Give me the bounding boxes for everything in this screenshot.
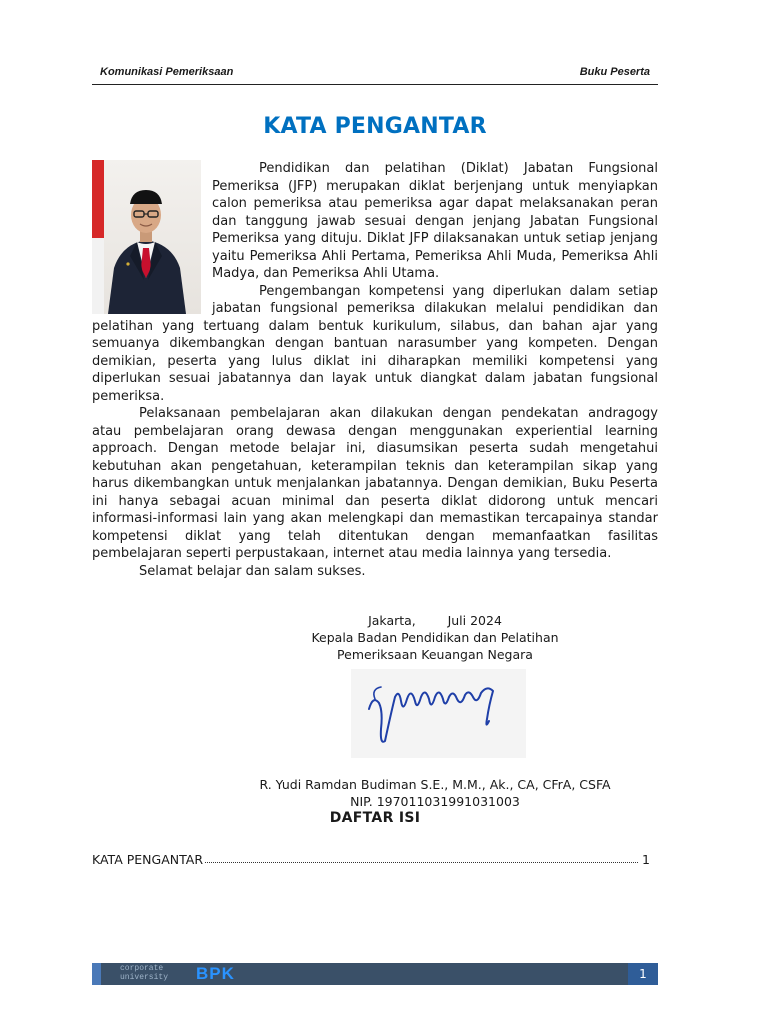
- signer-position-line-2: Pemeriksaan Keuangan Negara: [337, 647, 533, 662]
- paragraph-1: Pendidikan dan pelatihan (Diklat) Jabatan Fungsional Pemeriksa (JFP) merupakan diklat berjenjang untuk menyiapkan calon pemeriksa atau pemeriksa agar dapat melaksanakan peran dan tanggung jawab sesuai dengan jenjang Jabatan Fungsional Pemeriksa yang dituju. Diklat JFP dilaksanakan untuk setiap jenjang yaitu Pemeriksa Ahli Pertama, Pemeriksa Ahli Muda, Pemeriksa Ahli Madya, dan Pemeriksa Ahli Utama.: [212, 161, 658, 281]
- signer-position-line-1: Kepala Badan Pendidikan dan Pelatihan: [311, 630, 559, 645]
- signer-details: [230, 776, 640, 810]
- running-header: [92, 64, 658, 85]
- brand-line-corporate: corporate: [120, 964, 164, 973]
- signature-city: Jakarta,: [368, 613, 416, 628]
- photo-wrap-space: [92, 160, 212, 304]
- page-number: 1: [628, 963, 658, 985]
- header-document-title: Komunikasi Pemeriksaan: [100, 66, 234, 78]
- brand-line-university: university: [120, 973, 169, 982]
- signer-nip: NIP. 197011031991031003: [350, 794, 520, 809]
- paragraph-3: Pelaksanaan pembelajaran akan dilakukan dengan pendekatan andragogy atau pembelajaran orang dewasa dengan menggunakan experiential learning approach. Dengan metode belajar ini, diasumsikan peserta sudah mengetahui kebutuhan akan pengetahuan, keterampilan teknis dan keterampilan sikap yang harus dikembangkan untuk menjalankan jabatannya. Dengan demikian, Buku Peserta ini hanya sebagai acuan minimal dan peserta diklat didorong untuk mencari informasi-informasi lain yang akan melengkapi dan memastikan tercapainya standar kompetensi diklat yang telah ditentukan dengan memanfaatkan fasilitas pembelajaran seperti perpustakaan, internet atau media lainnya yang tersedia.: [92, 406, 658, 561]
- toc-entry[interactable]: [92, 849, 650, 867]
- toc-title: DAFTAR ISI: [329, 810, 421, 826]
- page-footer: [92, 963, 658, 985]
- signature-scribble: [351, 669, 526, 758]
- signature-date: Juli 2024: [447, 613, 502, 628]
- paragraph-2: Pengembangan kompetensi yang diperlukan dalam setiap jabatan fungsional pemeriksa dilakukan melalui pendidikan dan pelatihan yang tertuang dalam bentuk kurikulum, silabus, dan bahan ajar yang semuanya dikembangkan dengan bantuan narasumber yang kompeten. Dengan demikian, peserta yang lulus diklat ini diharapkan memiliki kompetensi yang diperlukan sesuai jabatannya dan layak untuk diangkat dalam jabatan fungsional pemeriksa.: [92, 283, 658, 404]
- toc-entry-label: KATA PENGANTAR: [92, 852, 204, 867]
- toc-entry-page: 1: [642, 852, 650, 867]
- header-book-type: Buku Peserta: [579, 66, 650, 78]
- signature-block: [230, 612, 640, 663]
- footer-accent-strip: [92, 963, 101, 985]
- page-title: KATA PENGANTAR: [263, 114, 487, 139]
- signer-name: R. Yudi Ramdan Budiman S.E., M.M., Ak., CA, CFrA, CSFA: [259, 777, 611, 792]
- paragraph-closing: Selamat belajar dan salam sukses.: [139, 563, 366, 579]
- handwritten-signature: [351, 669, 526, 758]
- foreword-body: [92, 160, 658, 580]
- toc-dot-leader: [205, 861, 638, 863]
- footer-brand-text: [120, 964, 168, 982]
- place-date-line: [230, 612, 640, 629]
- bpk-logo: BPK: [196, 964, 235, 983]
